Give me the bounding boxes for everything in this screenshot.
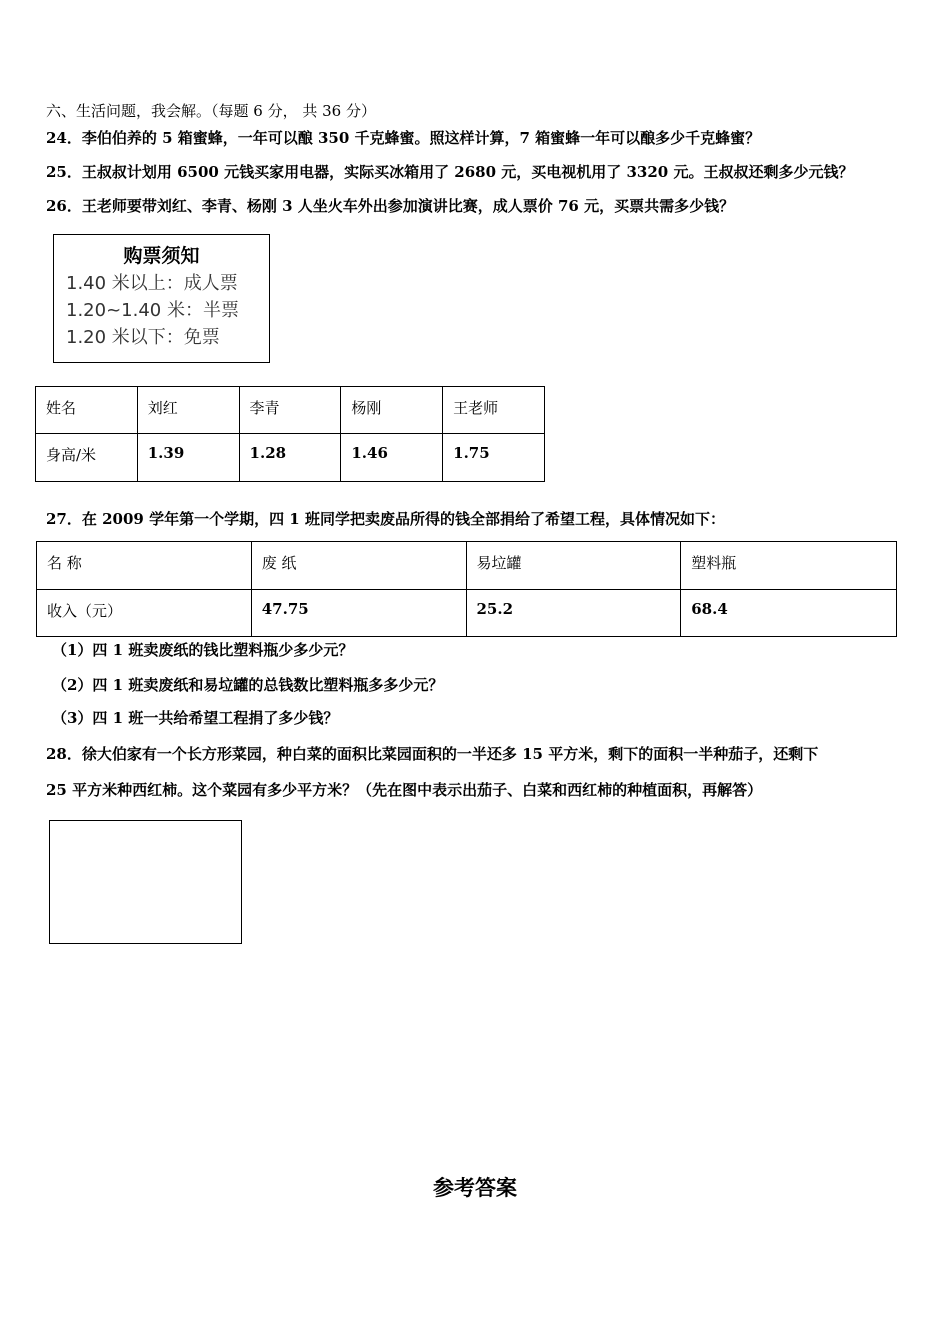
- table-header-cell: 李青: [239, 387, 341, 434]
- question-27: 27．在 2009 学年第一个学期，四 1 班同学把卖废品所得的钱全部捐给了希望工程，具体情况如下：: [46, 510, 725, 528]
- table-header-cell: 刘红: [137, 387, 239, 434]
- question-27-sub-3: （3）四 1 班一共给希望工程捐了多少钱？: [52, 709, 339, 727]
- height-table: [35, 386, 545, 482]
- ticket-notice-row: 1.20~1.40 米：半票: [66, 300, 239, 321]
- question-27-sub-2: （2）四 1 班卖废纸和易垃罐的总钱数比塑料瓶多多少元？: [52, 676, 444, 694]
- ticket-notice-box: [53, 234, 270, 363]
- table-cell: 身高/米: [36, 434, 138, 482]
- ticket-notice-title: 购票须知: [123, 245, 200, 267]
- ticket-notice-row: 1.20 米以下：免票: [66, 327, 220, 348]
- section-heading: 六、生活问题，我会解。（每题 6 分， 共 36 分）: [46, 102, 376, 120]
- table-row: [36, 387, 545, 434]
- table-cell: 25.2: [466, 590, 681, 637]
- table-cell: 47.75: [251, 590, 466, 637]
- table-header-cell: 易垃罐: [466, 542, 681, 590]
- table-cell: 收入（元）: [37, 590, 252, 637]
- income-table: [36, 541, 897, 637]
- table-header-cell: 废 纸: [251, 542, 466, 590]
- table-header-cell: 名 称: [37, 542, 252, 590]
- table-cell: 68.4: [681, 590, 897, 637]
- table-cell: 1.75: [443, 434, 545, 482]
- answer-section-title: 参考答案: [433, 1176, 517, 1200]
- table-row: [36, 434, 545, 482]
- table-cell: 1.39: [137, 434, 239, 482]
- table-header-cell: 姓名: [36, 387, 138, 434]
- ticket-notice-row: 1.40 米以上：成人票: [66, 273, 238, 294]
- table-cell: 1.46: [341, 434, 443, 482]
- table-header-cell: 塑料瓶: [681, 542, 897, 590]
- question-27-sub-1: （1）四 1 班卖废纸的钱比塑料瓶少多少元？: [52, 641, 354, 659]
- garden-rectangle-diagram: [49, 820, 242, 944]
- table-cell: 1.28: [239, 434, 341, 482]
- question-28-line-2: 25 平方米种西红柿。这个菜园有多少平方米？（先在图中表示出茄子、白菜和西红柿的种植面积，再解答）: [46, 781, 763, 799]
- table-header-cell: 杨刚: [341, 387, 443, 434]
- question-26: 26．王老师要带刘红、李青、杨刚 3 人坐火车外出参加演讲比赛，成人票价 76 元，买票共需多少钱？: [46, 197, 735, 215]
- table-header-cell: 王老师: [443, 387, 545, 434]
- question-24: 24．李伯伯养的 5 箱蜜蜂，一年可以酿 350 千克蜂蜜。照这样计算，7 箱蜜蜂一年可以酿多少千克蜂蜜？: [46, 129, 761, 147]
- table-row: [37, 590, 897, 637]
- question-25: 25．王叔叔计划用 6500 元钱买家用电器，实际买冰箱用了 2680 元，买电视机用了 3320 元。王叔叔还剩多少元钱？: [46, 163, 854, 181]
- question-28-line-1: 28．徐大伯家有一个长方形菜园，种白菜的面积比菜园面积的一半还多 15 平方米，剩下的面积一半种茄子，还剩下: [46, 745, 819, 763]
- table-row: [37, 542, 897, 590]
